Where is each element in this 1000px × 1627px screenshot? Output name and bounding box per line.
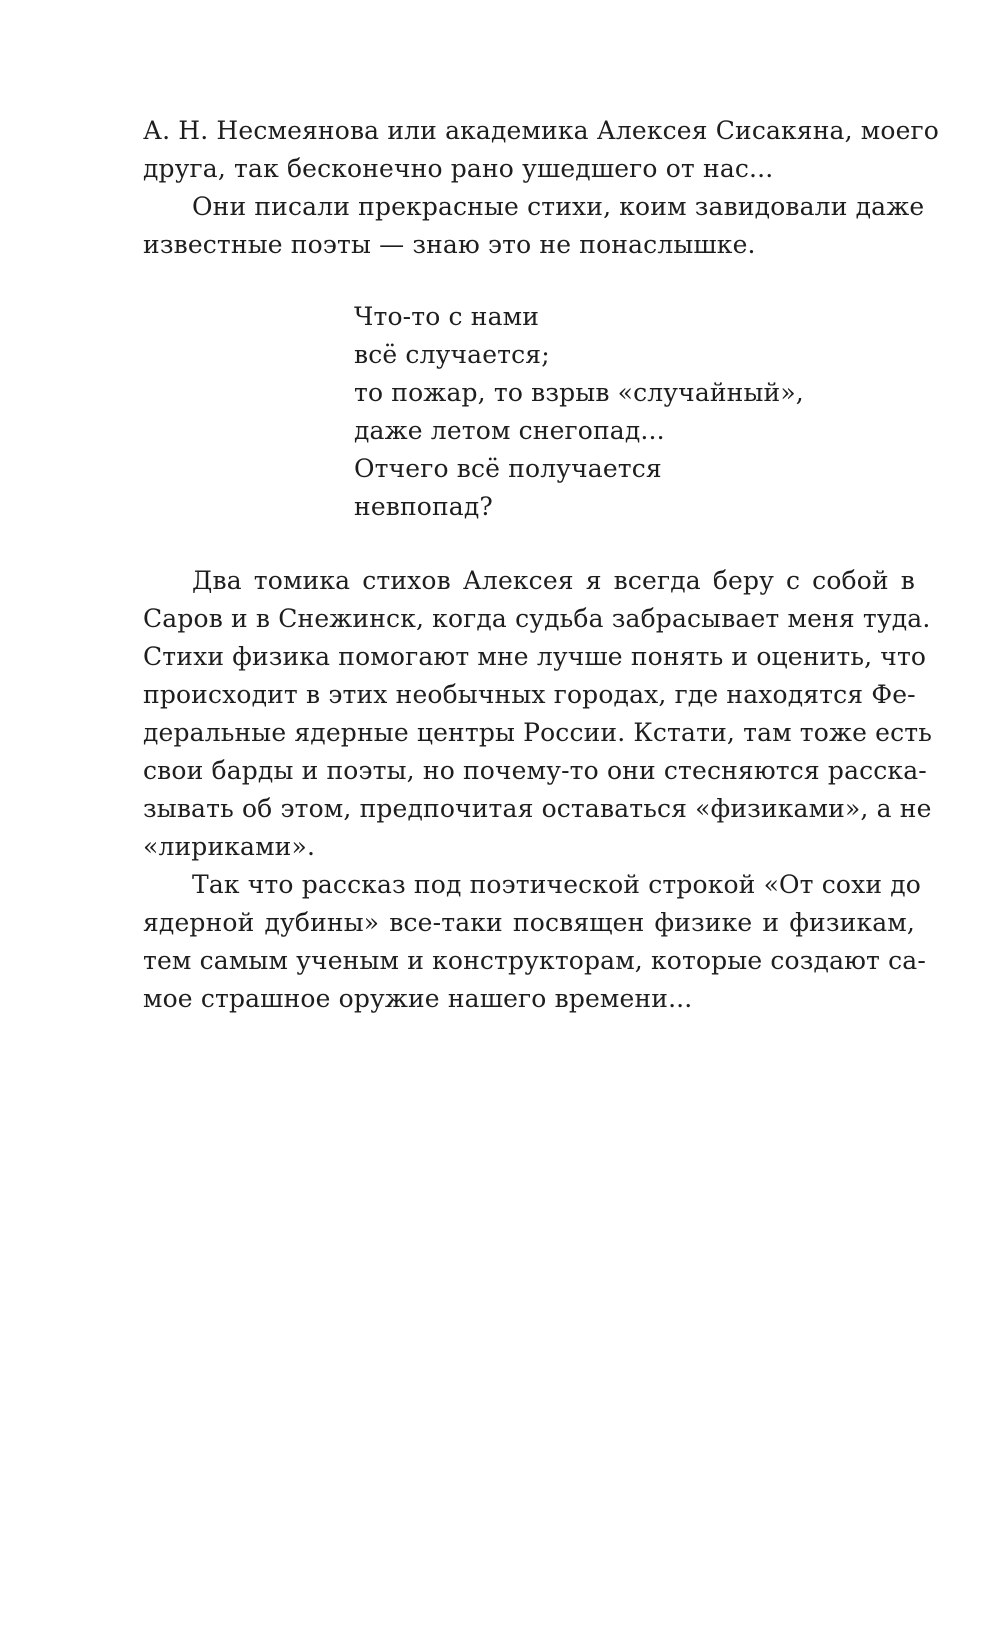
poem-line: Отчего всё получается <box>354 454 662 483</box>
paragraph-line: ядерной дубины» все-таки посвящен физике и физикам, <box>143 908 915 937</box>
paragraph-line: известные поэты — знаю это не понаслышке. <box>143 230 756 259</box>
paragraph-1 <box>143 112 939 188</box>
paragraph-2 <box>143 188 925 264</box>
poem <box>354 298 854 526</box>
paragraph-line: Стихи физика помогают мне лучше понять и оценить, что <box>143 642 927 671</box>
paragraph-3 <box>143 562 933 866</box>
poem-line: то пожар, то взрыв «случайный», <box>354 378 804 407</box>
paragraph-4 <box>143 866 926 1018</box>
poem-line: Что-то с нами <box>354 302 540 331</box>
paragraph-line: Так что рассказ под поэтической строкой «От сохи до <box>192 870 921 899</box>
paragraph-line: деральные ядерные центры России. Кстати, там тоже есть <box>143 718 933 747</box>
paragraph-line: зывать об этом, предпочитая оставаться «физиками», а не <box>143 794 932 823</box>
paragraph-line: Два томика стихов Алексея я всегда беру с собой в <box>192 566 915 595</box>
top-text-block <box>143 112 939 264</box>
poem-line: всё случается; <box>354 340 550 369</box>
paragraph-line: друга, так бесконечно рано ушедшего от нас... <box>143 154 774 183</box>
paragraph-line: мое страшное оружие нашего времени... <box>143 984 693 1013</box>
paragraph-line: свои барды и поэты, но почему-то они стесняются расска- <box>143 756 927 785</box>
paragraph-line: Саров и в Снежинск, когда судьба забрасывает меня туда. <box>143 604 931 633</box>
paragraph-line: происходит в этих необычных городах, где находятся Фе- <box>143 680 916 709</box>
poem-line: невпопад? <box>354 492 493 521</box>
bottom-text-block <box>143 562 933 1018</box>
paragraph-line: А. Н. Несмеянова или академика Алексея Сисакяна, моего <box>143 116 939 145</box>
paragraph-line: тем самым ученым и конструкторам, которые создают са- <box>143 946 926 975</box>
paragraph-line: «лириками». <box>143 832 316 861</box>
paragraph-line: Они писали прекрасные стихи, коим завидовали даже <box>192 192 925 221</box>
poem-line: даже летом снегопад... <box>354 416 665 445</box>
